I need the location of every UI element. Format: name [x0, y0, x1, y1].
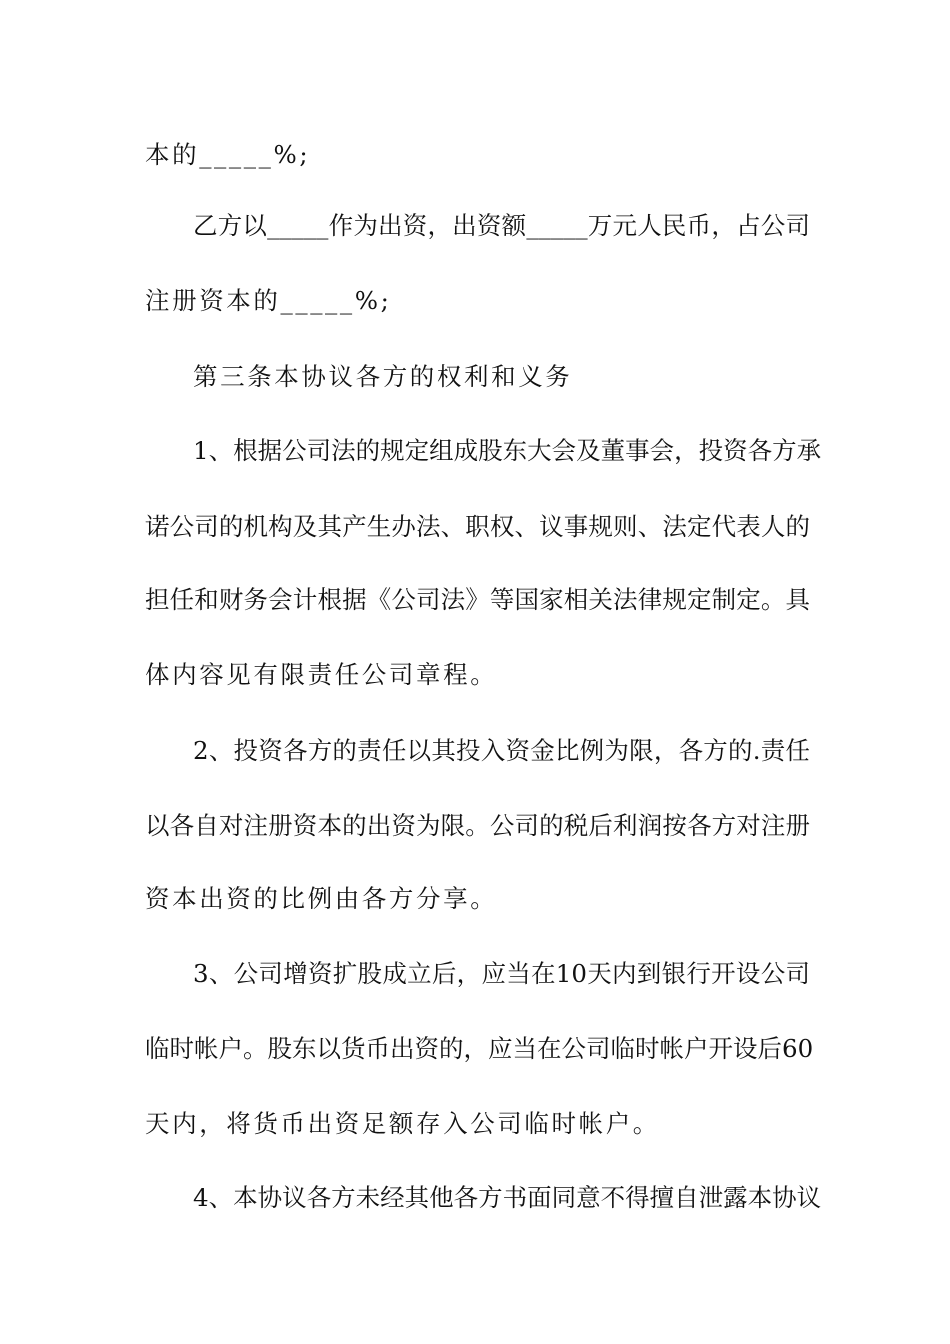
text-line-6: 诺公司的机构及其产生办法、职权、议事规则、法定代表人的	[145, 512, 810, 541]
text-line-15: 4、本协议各方未经其他各方书面同意不得擅自泄露本协议	[193, 1183, 822, 1212]
text-line-14: 天内，将货币出资足额存入公司临时帐户。	[145, 1109, 660, 1138]
text-line-9: 2、投资各方的责任以其投入资金比例为限，各方的.责任	[193, 736, 810, 765]
section-heading: 第三条本协议各方的权利和义务	[193, 362, 573, 391]
text-line-5: 1、根据公司法的规定组成股东大会及董事会，投资各方承	[193, 436, 822, 465]
text-line-11: 资本出资的比例由各方分享。	[145, 884, 498, 913]
text-line-12: 3、公司增资扩股成立后，应当在10天内到银行开设公司	[193, 959, 810, 988]
text-line-8: 体内容见有限责任公司章程。	[145, 660, 498, 689]
text-line-10: 以各自对注册资本的出资为限。公司的税后利润按各方对注册	[145, 811, 810, 840]
text-line-3: 注册资本的_____%;	[145, 286, 392, 315]
text-line-2: 乙方以_____作为出资，出资额_____万元人民币，占公司	[193, 211, 810, 240]
text-line-7: 担任和财务会计根据《公司法》等国家相关法律规定制定。具	[145, 585, 810, 614]
text-line-1: 本的_____%;	[145, 140, 311, 169]
text-line-13: 临时帐户。股东以货币出资的，应当在公司临时帐户开设后60	[145, 1034, 814, 1063]
